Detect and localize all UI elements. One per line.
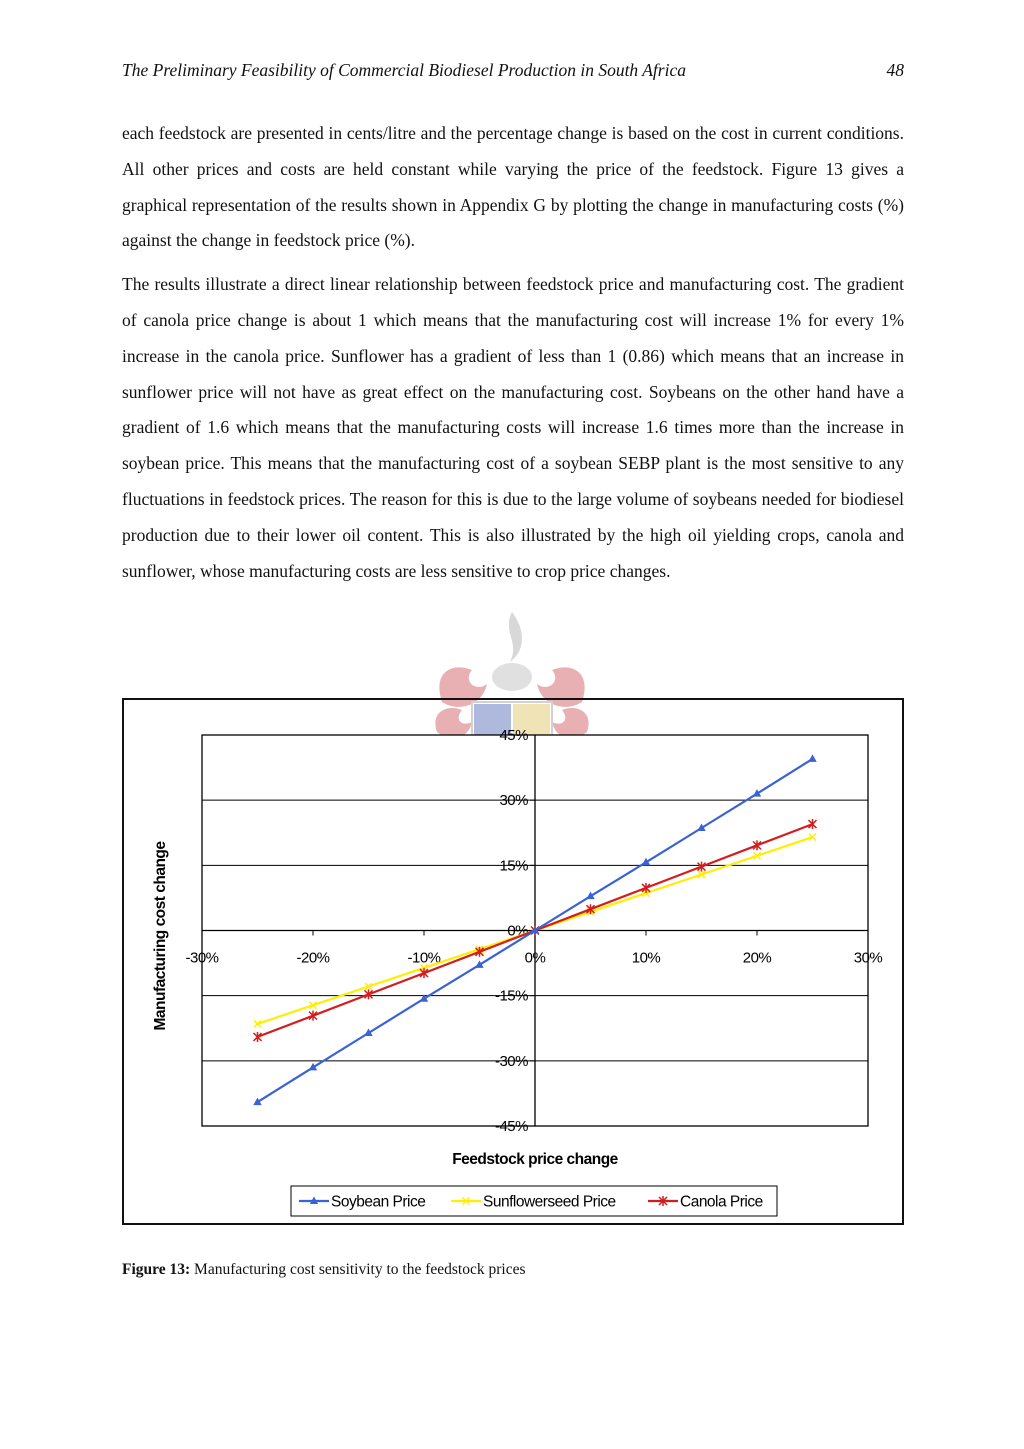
y-tick-label: 15% <box>499 857 528 875</box>
x-tick-label: -30% <box>185 949 219 967</box>
y-tick-label: 0% <box>507 922 528 940</box>
x-tick-label: -10% <box>407 949 441 967</box>
y-tick-label: 45% <box>499 727 528 744</box>
crest-plume <box>509 612 522 662</box>
chart <box>124 700 902 1223</box>
y-axis-title: Manufacturing cost change <box>152 841 169 1031</box>
paragraph: each feedstock are presented in cents/litre and the percentage change is based on the cost in current conditions. All other prices and costs are held constant while varying the price of the feedstock. Figure 13 gives a graphical representation of the results shown in Appendix G by plotting the change in manufacturing costs (%) against the change in feedstock price (%). <box>122 123 904 251</box>
caption-text: Manufacturing cost sensitivity to the feedstock prices <box>190 1261 526 1278</box>
legend-label: Sunflowerseed Price <box>483 1193 616 1211</box>
running-header <box>122 60 904 90</box>
x-tick-label: -20% <box>296 949 330 967</box>
page-number: 48 <box>886 60 904 80</box>
y-tick-label: -15% <box>494 987 528 1005</box>
x-axis-title: Feedstock price change <box>452 1151 618 1168</box>
y-tick-label: -45% <box>494 1118 528 1135</box>
x-tick-label: 30% <box>853 949 883 967</box>
x-tick-label: 10% <box>631 949 661 967</box>
figure-frame <box>122 698 904 1225</box>
y-tick-label: -30% <box>494 1052 528 1070</box>
caption-label: Figure 13: <box>122 1261 191 1278</box>
y-tick-label: 30% <box>499 792 528 810</box>
paragraph: The results illustrate a direct linear relationship between feedstock price and manufacturing cost. The gradient of canola price change is about 1 which means that the manufacturing cost will increase 1% for every 1% increase in the canola price. Sunflower has a gradient of less than 1 (0.86) which means that an increase in sunflower price will not have as great effect on the manufacturing cost. Soybeans on the other hand have a gradient of 1.6 which means that the manufacturing costs will increase 1.6 times more than the increase in soybean price. This means that the manufacturing cost of a soybean SEBP plant is the most sensitive to any fluctuations in feedstock prices. The reason for this is due to the large volume of soybeans needed for biodiesel production due to their lower oil content. This is also illustrated by the high oil yielding crops, canola and sunflower, whose manufacturing costs are less sensitive to crop price changes. <box>122 274 904 581</box>
x-tick-label: 20% <box>742 949 772 967</box>
legend-label: Soybean Price <box>331 1193 426 1211</box>
figure-caption <box>122 1261 526 1279</box>
legend-label: Canola Price <box>680 1193 763 1211</box>
running-title: The Preliminary Feasibility of Commercial Biodiesel Production in South Africa <box>122 60 686 80</box>
body-text <box>122 116 904 597</box>
crest-helm <box>492 663 532 691</box>
x-tick-label: 0% <box>524 949 546 967</box>
